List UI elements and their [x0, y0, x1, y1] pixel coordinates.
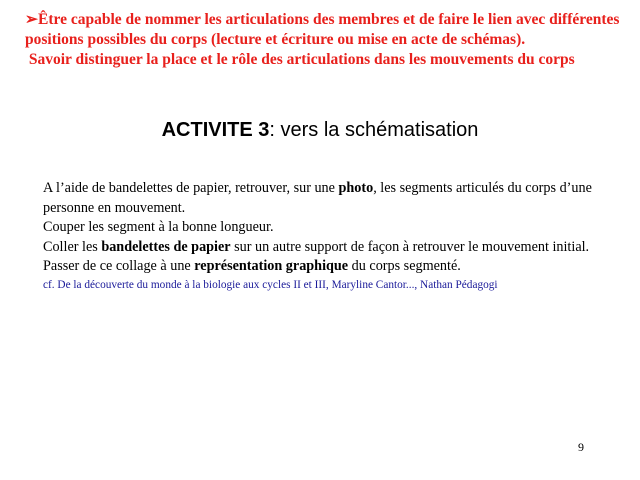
- instruction-3-bold: bandelettes de papier: [101, 238, 231, 255]
- instruction-2: Couper les segment à la bonne longueur.: [43, 219, 274, 235]
- activity-title: [0, 116, 640, 144]
- instruction-4: [43, 257, 603, 277]
- instruction-4-start: Passer de ce collage à une: [43, 258, 195, 274]
- activity-label: ACTIVITE 3: [161, 119, 270, 141]
- instruction-1-bold: photo: [338, 180, 374, 196]
- instruction-3: [43, 238, 603, 258]
- page-number: 9: [578, 440, 584, 454]
- instruction-1-end: , les segments articulés du corps d’une personne en mouvement.: [43, 180, 592, 216]
- activity-subtitle: : vers la schématisation: [269, 119, 479, 141]
- instructions-block: [43, 179, 603, 293]
- instruction-3-start: Coller les: [43, 238, 102, 255]
- objective-1-text: Être capable de nommer les articulations des membres et de faire le lien avec différentes positions possibles du corps (lecture et écriture ou mise en acte de schémas).: [25, 11, 620, 48]
- instruction-3-end: sur un autre support de façon à retrouver le mouvement initial.: [230, 238, 590, 255]
- objective-2: [25, 50, 625, 70]
- instruction-4-end: du corps segmenté.: [348, 258, 461, 274]
- objective-2-text: Savoir distinguer la place et le rôle des articulations dans les mouvements du corps: [28, 51, 575, 68]
- objectives-block: [25, 10, 625, 70]
- instruction-4-bold: représentation graphique: [194, 258, 349, 274]
- objective-1: [25, 10, 625, 50]
- arrow-bullet-icon: ➢: [25, 11, 38, 28]
- instruction-1: [43, 179, 603, 218]
- bibliographic-reference: cf. De la découverte du monde à la biologie aux cycles II et III, Maryline Cantor..., Nathan Pédagogi: [43, 278, 498, 291]
- instruction-1-start: A l’aide de bandelettes de papier, retrouver, sur une: [43, 180, 339, 196]
